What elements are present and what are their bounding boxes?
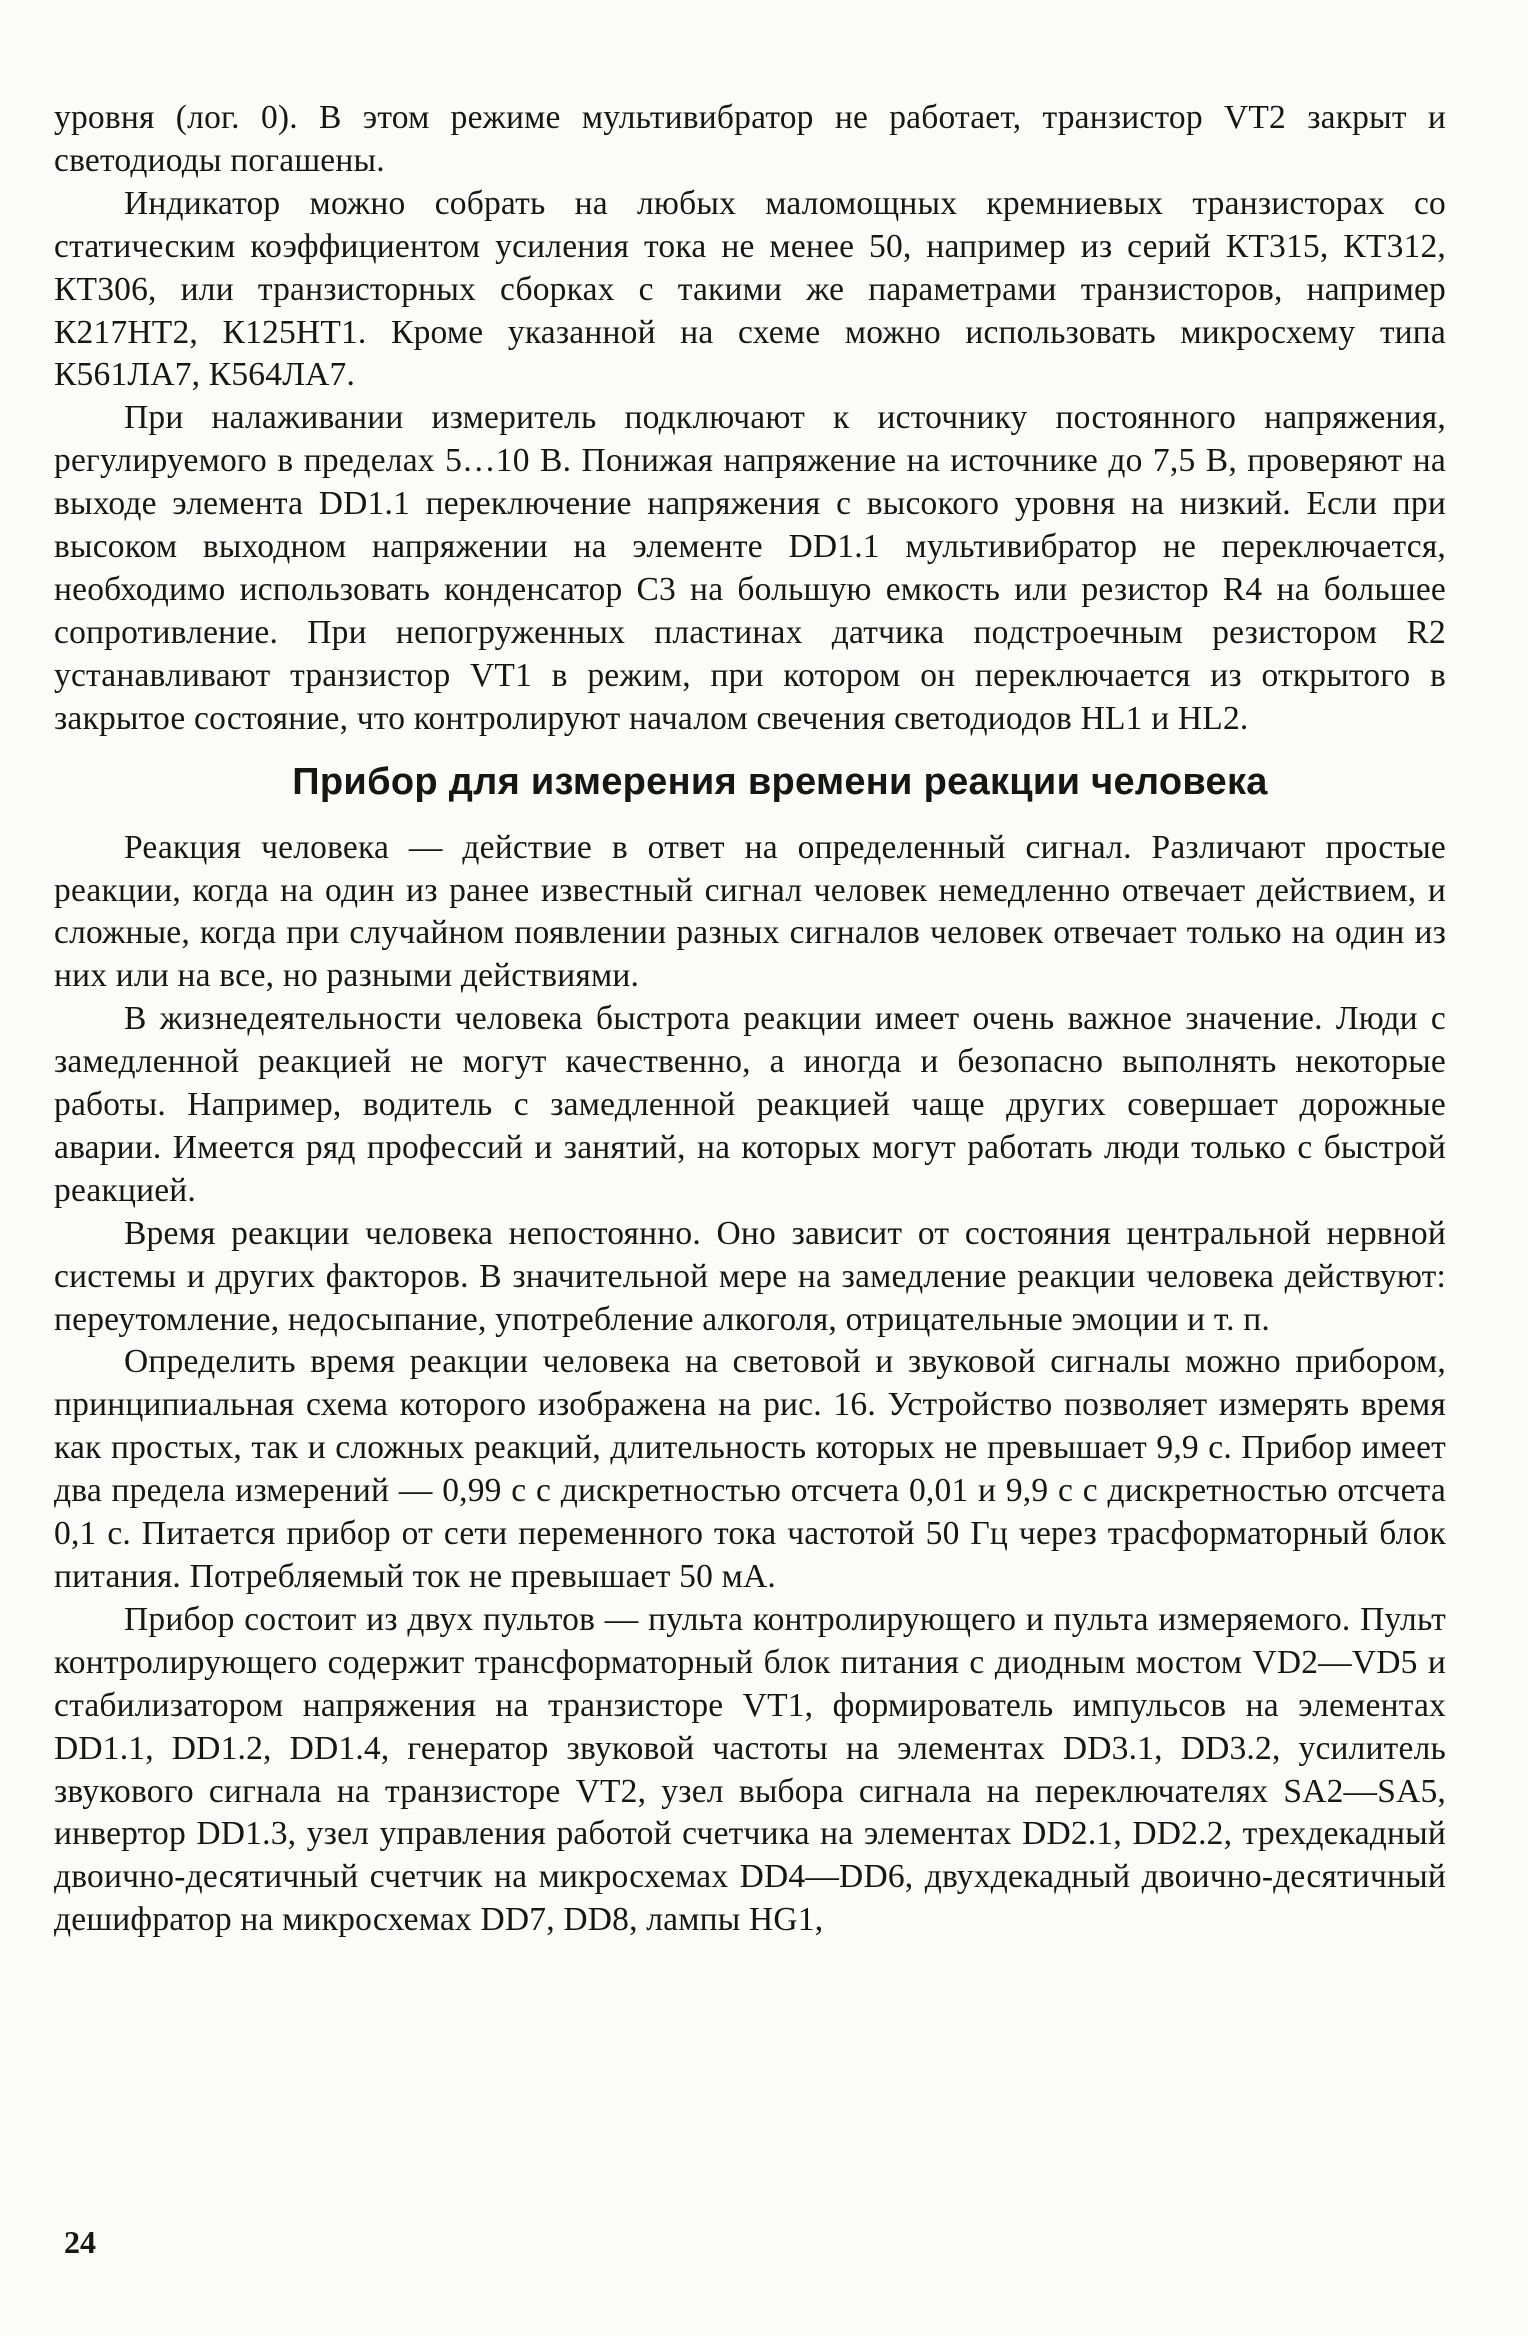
paragraph-tuning: При налаживании измеритель подключают к источнику постоянного напряжения, регулируемого в пределах 5…10 В. Понижая напряжение на источнике до 7,5 В, проверяют на выходе элемента DD1.1 переключение напряжения с высокого уровня на низкий. Если при высоком выходном напряжении на элементе DD1.1 мультивибратор не переключается, необходимо использовать конденсатор С3 на большую емкость или резистор R4 на большее сопротивление. При непогруженных пластинах датчика подстроечным резистором R2 устанавливают транзистор VT1 в режим, при котором он переключается из открытого в закрытое состояние, что контролируют началом свечения светодиодов HL1 и HL2. — [54, 399, 1446, 737]
paragraph-device-description: Определить время реакции человека на световой и звуковой сигналы можно прибором, принципиальная схема которого изображена на рис. 16. Устройство позволяет измерять время как простых, так и сложных реакций, длительность которых не превышает 9,9 с. Прибор имеет два предела измерений — 0,99 с с дискретностью отсчета 0,01 и 9,9 с с дискретностью отсчета 0,1 с. Питается прибор от сети переменного тока частотой 50 Гц через трасформаторный блок питания. Потребляемый ток не превышает 50 мА. — [54, 1343, 1446, 1595]
paragraph-reaction-definition: Реакция человека — действие в ответ на определенный сигнал. Различают простые реакции, когда на один из ранее известный сигнал человек немедленно отвечает действием, и сложные, когда при случайном появлении разных сигналов человек отвечает только на один из них или на все, но разными действиями. — [54, 828, 1446, 995]
paragraph-indicator-assembly: Индикатор можно собрать на любых маломощных кремниевых транзисторах со статическим коэффициентом усиления тока не менее 50, например из серий КТ315, КТ312, КТ306, или транзисторных сборках с такими же параметрами транзисторов, например К217НТ2, К125НТ1. Кроме указанной на схеме можно использовать микросхему типа К561ЛА7, К564ЛА7. — [54, 184, 1446, 394]
paragraph-device-composition: Прибор состоит из двух пультов — пульта контролирующего и пульта измеряемого. Пульт контролирующего содержит трансформаторный блок питания с диодным мостом VD2—VD5 и стабилизатором напряжения на транзисторе VT1, формирователь импульсов на элементах DD1.1, DD1.2, DD1.4, генератор звуковой частоты на элементах DD3.1, DD3.2, усилитель звукового сигнала на транзисторе VT2, узел выбора сигнала на переключателях SA2—SA5, инвертор DD1.3, узел управления работой счетчика на элементах DD2.1, DD2.2, трехдекадный двоично-десятичный счетчик на микросхемах DD4—DD6, двухдекадный двоично-десятичный дешифратор на микросхемах DD7, DD8, лампы HG1, — [54, 1600, 1446, 1939]
page-body — [54, 97, 1446, 1942]
paragraph-reaction-factors: Время реакции человека непостоянно. Оно зависит от состояния центральной нервной системы и других факторов. В значительной мере на замедление реакции человека действуют: переутомление, недосыпание, употребление алкоголя, отрицательные эмоции и т. п. — [54, 1214, 1446, 1338]
paragraph-reaction-importance: В жизнедеятельности человека быстрота реакции имеет очень важное значение. Люди с замедленной реакцией не могут качественно, а иногда и безопасно выполнять некоторые работы. Например, водитель с замедленной реакцией чаще других совершает дорожные аварии. Имеется ряд профессий и занятий, на которых могут работать люди только с быстрой реакцией. — [54, 1000, 1446, 1209]
page-number: 24 — [64, 2224, 96, 2260]
section-heading: Прибор для измерения времени реакции человека — [292, 760, 1268, 803]
paragraph-continuation: уровня (лог. 0). В этом режиме мультивибратор не работает, транзистор VT2 закрыт и светодиоды погашены. — [54, 99, 1446, 179]
